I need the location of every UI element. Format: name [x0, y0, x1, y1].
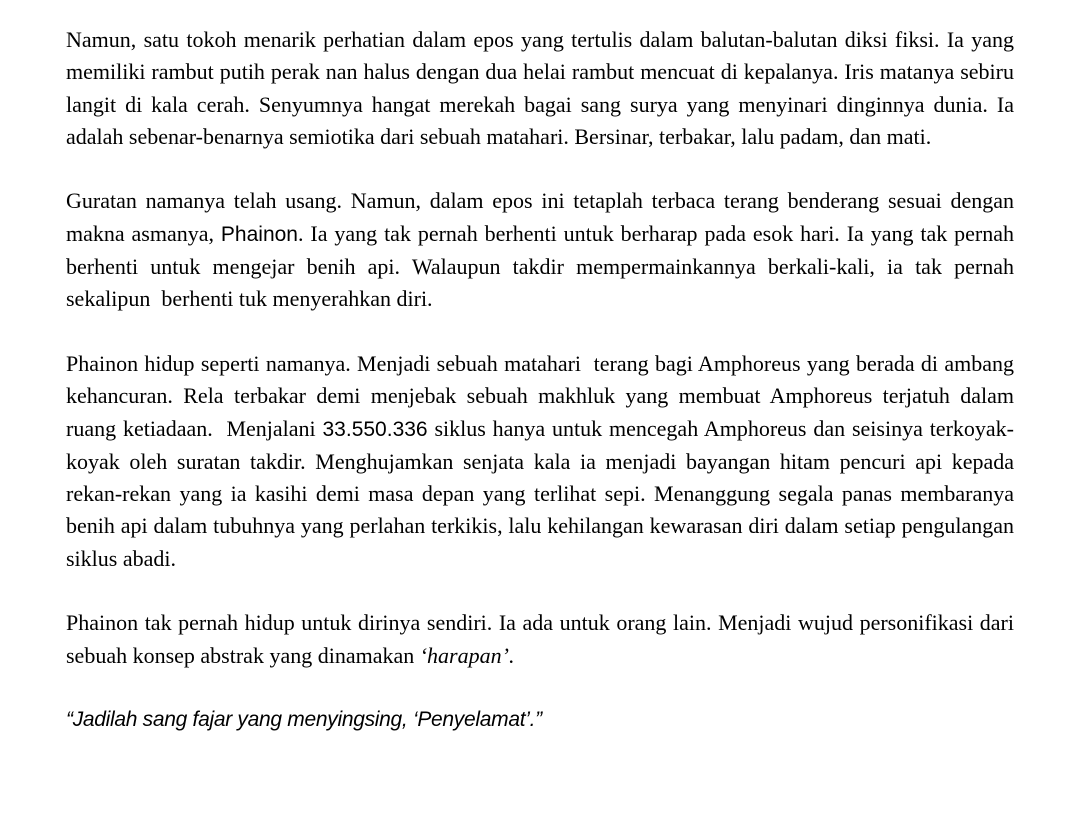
cycle-count: 33.550.336 — [322, 417, 428, 441]
paragraph-1 — [66, 24, 1020, 153]
emphasis-harapan: ‘harapan’. — [419, 642, 515, 668]
paragraph-4-text: Phainon tak pernah hidup untuk dirinya sendiri. Ia ada untuk orang lain. Menjadi wujud personifikasi dari sebuah konsep abstrak yang dinamakan — [66, 610, 1020, 668]
paragraph-1-text: Namun, satu tokoh menarik perhatian dalam epos yang tertulis dalam balutan-balutan diksi fiksi. Ia yang memiliki rambut putih perak nan halus dengan dua helai rambut mencuat di kepalanya. Iris matanya sebiru langit di kala cerah. Senyumnya hangat merekah bagai sang surya yang menyinari dinginnya dunia. Ia adalah sebenar-benarnya semiotika dari sebuah matahari. Bersinar, terbakar, lalu padam, dan mati. — [66, 27, 1020, 149]
closing-quote: “Jadilah sang fajar yang menyingsing, ‘Penyelamat’.” — [66, 708, 542, 732]
paragraph-2-text-start: Guratan namanya telah usang. Namun, dalam epos ini tetaplah terbaca terang benderang sesuai dengan makna asmanya, — [66, 188, 1020, 246]
document-body — [66, 24, 1020, 737]
paragraph-4 — [66, 607, 1020, 672]
paragraph-3 — [66, 348, 1020, 575]
paragraph-2-text-end: . Ia yang tak pernah berhenti untuk berharap pada esok hari. Ia yang tak pernah berhenti untuk mengejar benih api. Walaupun takdir mempermainkannya berkali-kali, ia tak pernah sekalipun berhenti tuk menyerahkan diri. — [66, 220, 1020, 312]
paragraph-2 — [66, 185, 1020, 315]
paragraph-3-text-start: Phainon hidup seperti namanya. Menjadi sebuah matahari terang bagi Amphoreus yang berada di ambang kehancuran. Rela terbakar demi menjebak sebuah makhluk yang membuat Amphoreus terjatuh dalam ruang ketiadaan. Menjalani — [66, 350, 1020, 441]
character-name: Phainon — [220, 222, 298, 246]
paragraph-3-text-end: siklus hanya untuk mencegah Amphoreus dan seisinya terkoyak-koyak oleh suratan takdir. Menghujamkan senjata kala ia menjadi bayangan hitam pencuri api kepada rekan-rekan yang ia kasihi demi masa depan yang terlihat sepi. Menanggung segala panas membaranya benih api dalam tubuhnya yang perlahan terkikis, lalu kehilangan kewarasan diri dalam setiap pengulangan siklus abadi. — [66, 415, 1020, 571]
